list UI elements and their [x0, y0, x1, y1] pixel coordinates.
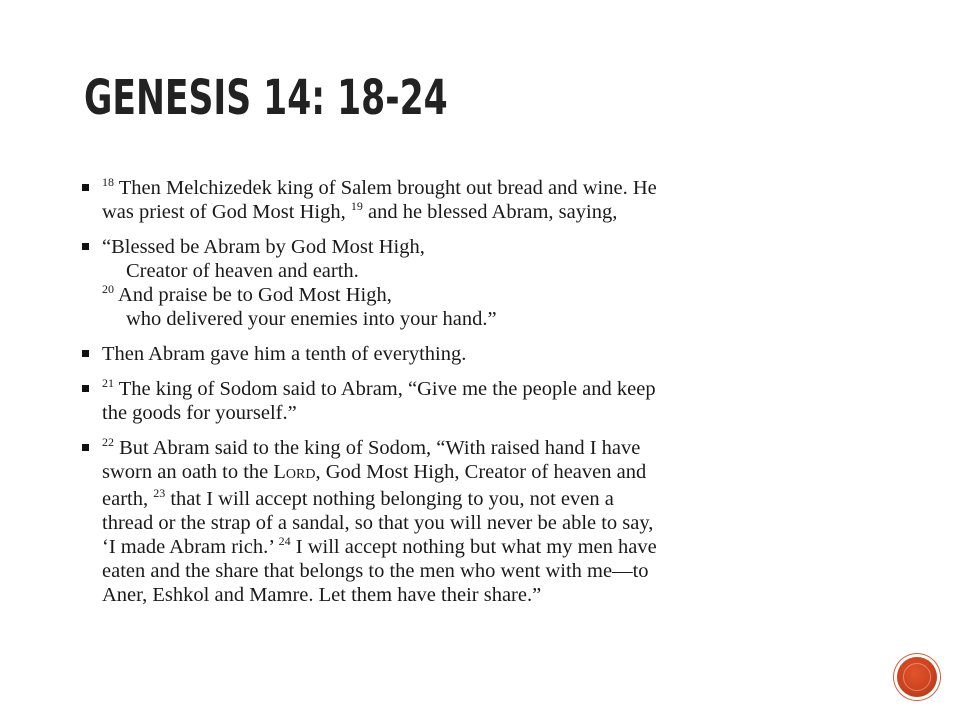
slide-title: GENESIS 14: 18-24 — [84, 70, 448, 126]
bullet-paragraph — [82, 342, 882, 366]
verse-text: I will accept nothing but what my men have — [290, 536, 657, 558]
verse-text: Aner, Eshkol and Mamre. Let them have their share.” — [102, 584, 542, 606]
verse-text: Then Melchizedek king of Salem brought out bread and wine. He — [114, 177, 657, 199]
verse-number: 19 — [350, 199, 363, 214]
verse-number: 22 — [102, 435, 114, 450]
text-line — [102, 559, 882, 583]
square-bullet-icon — [82, 385, 89, 392]
verse-text: “Blessed be Abram by God Most High, — [102, 236, 425, 258]
red-circle-nav-icon[interactable] — [897, 657, 937, 697]
small-caps-text: ORD — [285, 467, 316, 482]
text-line — [102, 487, 882, 511]
verse-text: Then Abram gave him a tenth of everything. — [102, 343, 467, 365]
verse-text: the goods for yourself.” — [102, 402, 297, 424]
text-line — [102, 377, 882, 401]
verse-text: that I will accept nothing belonging to you, not even a — [165, 488, 614, 510]
text-line — [102, 583, 882, 607]
text-line — [102, 283, 882, 307]
square-bullet-icon — [82, 243, 89, 250]
text-line — [102, 176, 882, 200]
verse-text: , God Most High, Creator of heaven and — [315, 461, 647, 483]
text-line — [102, 436, 882, 460]
text-line — [102, 511, 882, 535]
square-bullet-icon — [82, 444, 89, 451]
text-line — [102, 460, 882, 487]
verse-text: was priest of God Most High, — [102, 201, 351, 223]
verse-text: The king of Sodom said to Abram, “Give me the people and keep — [114, 378, 656, 400]
text-line — [102, 342, 882, 366]
square-bullet-icon — [82, 350, 89, 357]
bullet-paragraph — [82, 176, 882, 224]
verse-text: earth, — [102, 488, 154, 510]
bullet-paragraph — [82, 377, 882, 425]
text-line — [102, 200, 882, 224]
text-line — [102, 401, 882, 425]
scripture-body — [82, 176, 882, 618]
verse-text: who delivered your enemies into your hand.” — [126, 308, 497, 330]
bullet-paragraph — [82, 235, 882, 331]
text-line — [102, 259, 882, 283]
verse-text: And praise be to God Most High, — [114, 284, 392, 306]
text-line — [102, 535, 882, 559]
verse-text: ‘I made Abram rich.’ — [102, 536, 279, 558]
verse-text: and he blessed Abram, saying, — [362, 201, 618, 223]
verse-number: 21 — [102, 376, 114, 391]
verse-text: eaten and the share that belongs to the men who went with me—to — [102, 560, 649, 582]
verse-number: 18 — [102, 175, 114, 190]
verse-text: thread or the strap of a sandal, so that you will never be able to say, — [102, 512, 654, 534]
text-line — [102, 307, 882, 331]
text-line — [102, 235, 882, 259]
verse-text: But Abram said to the king of Sodom, “With raised hand I have — [114, 437, 641, 459]
bullet-paragraph — [82, 436, 882, 607]
verse-text: sworn an oath to the L — [102, 461, 286, 483]
verse-number: 24 — [278, 534, 291, 549]
verse-number: 20 — [102, 282, 114, 297]
verse-number: 23 — [153, 486, 166, 501]
square-bullet-icon — [82, 184, 89, 191]
verse-text: Creator of heaven and earth. — [126, 260, 359, 282]
